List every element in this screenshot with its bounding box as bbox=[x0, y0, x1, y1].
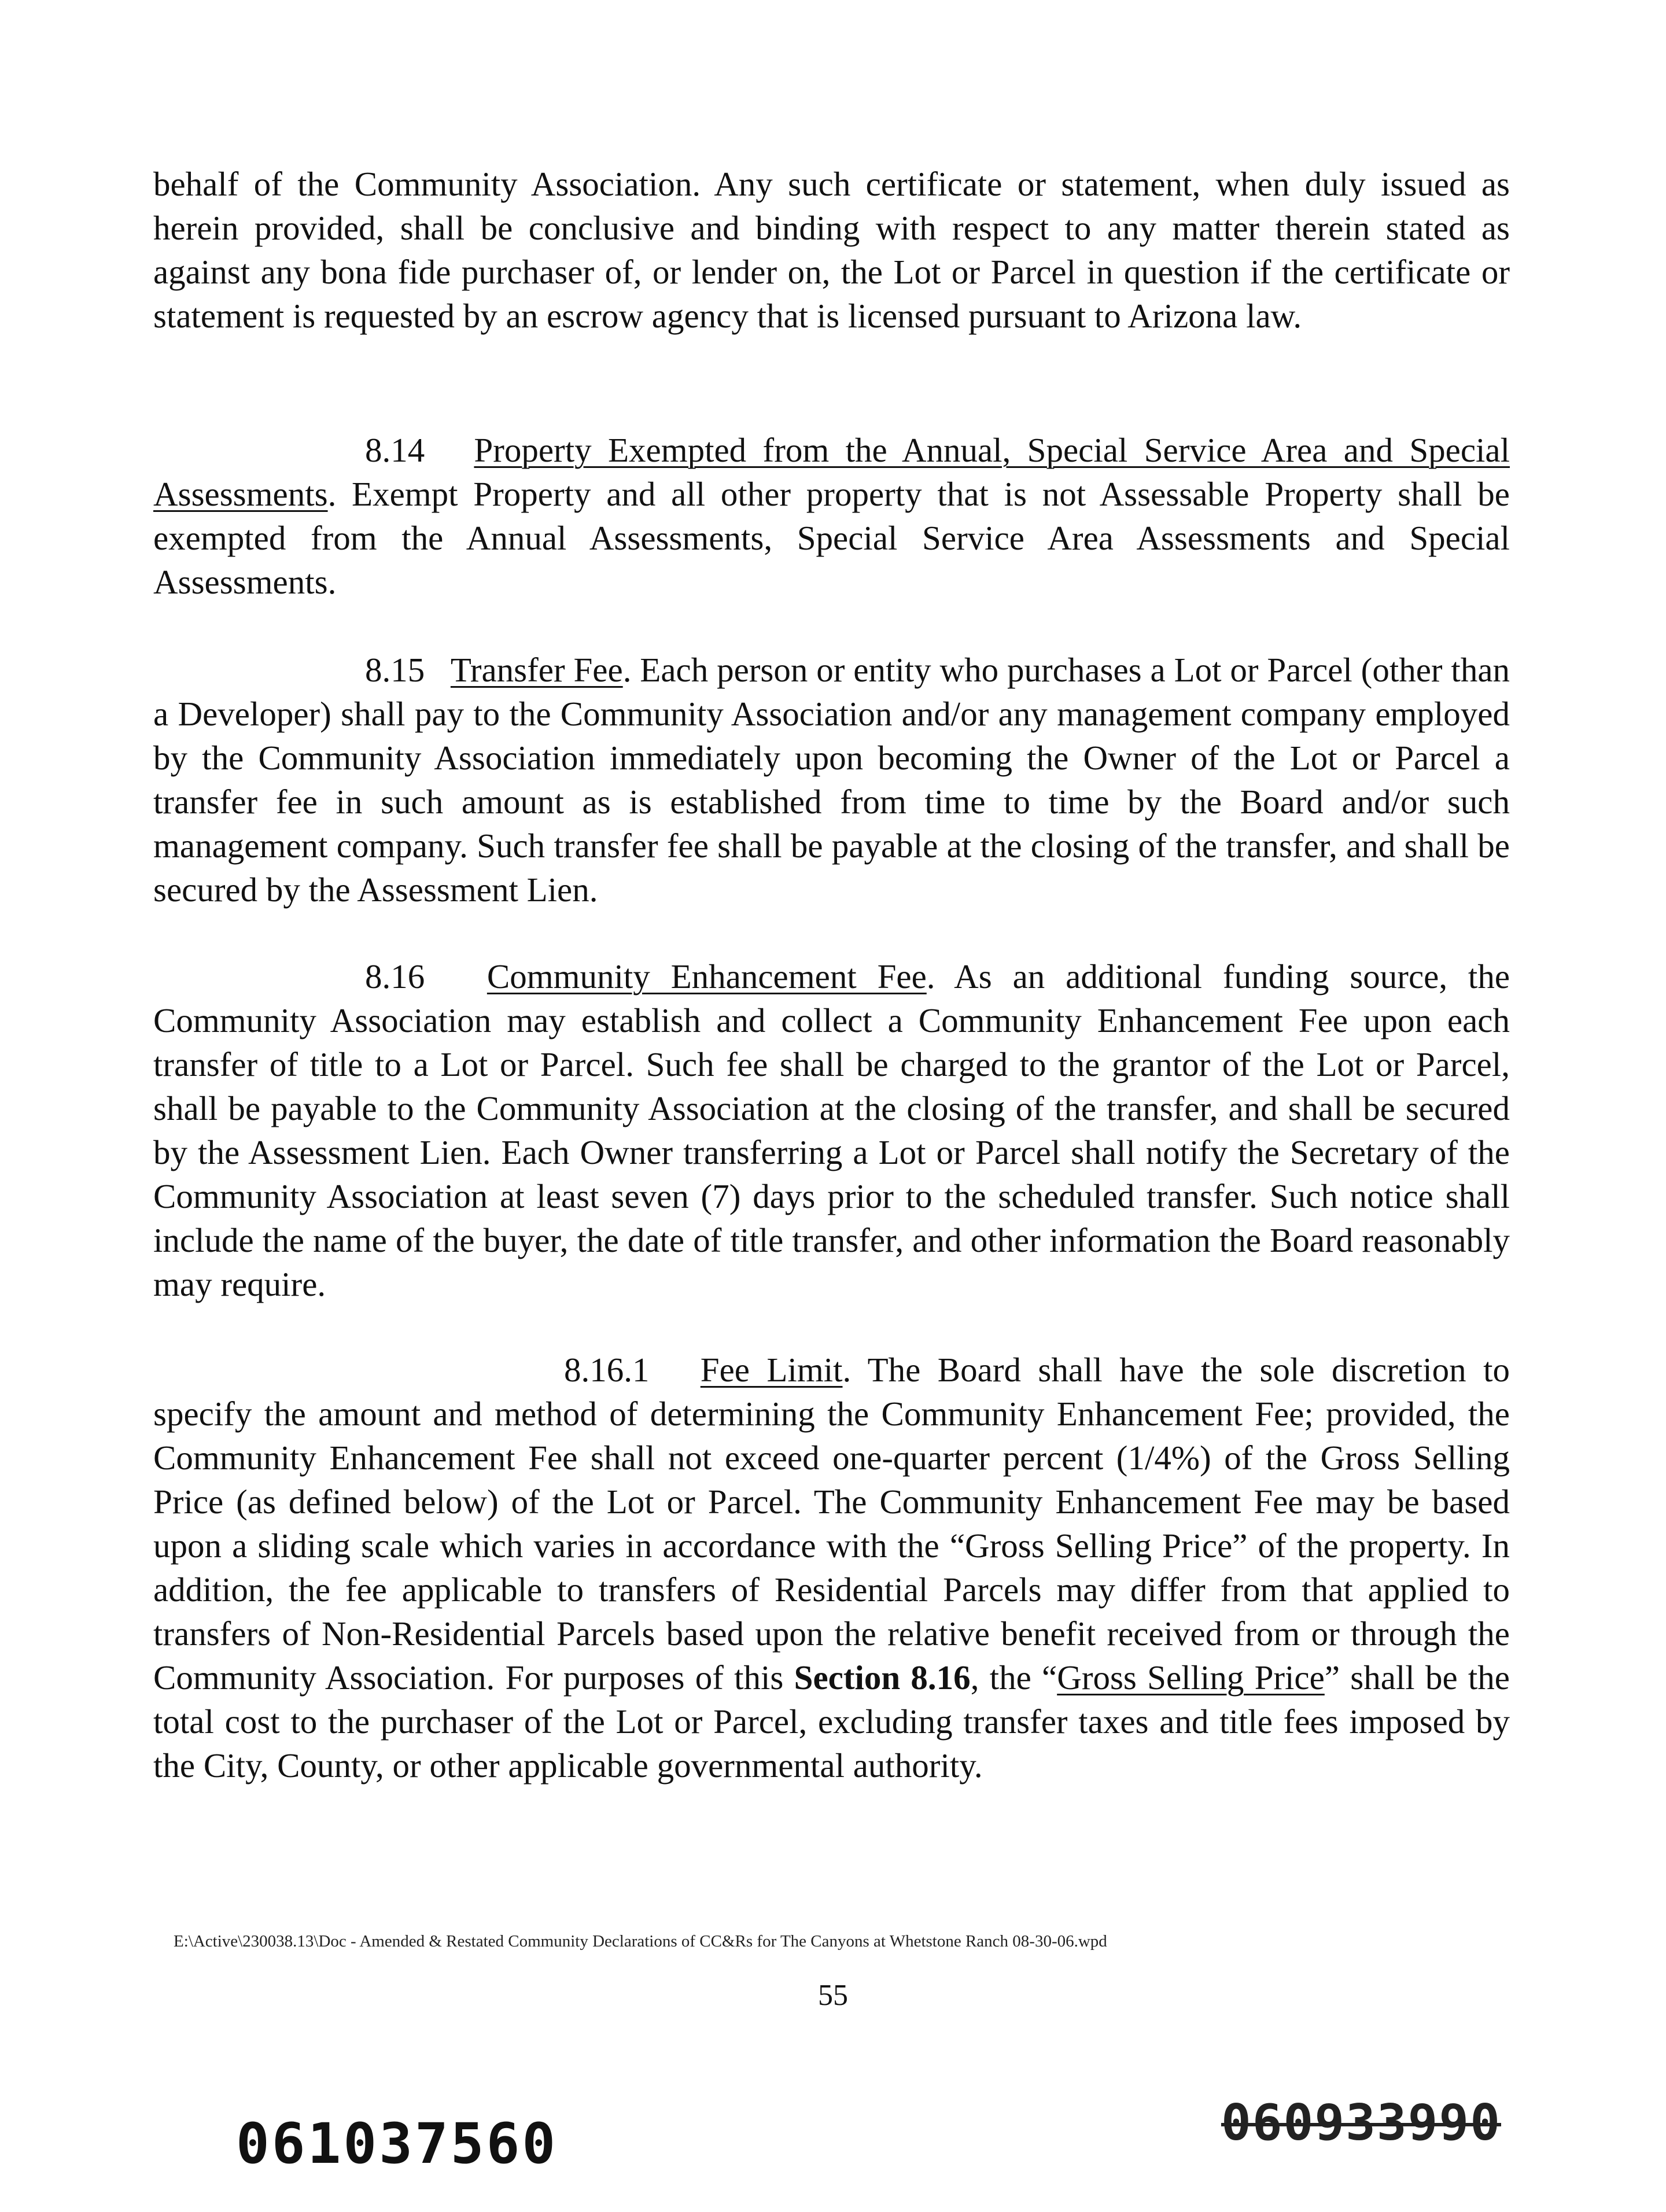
struck-document-number: 060933990 bbox=[1221, 2094, 1501, 2152]
section-number: 8.16.1 bbox=[564, 1351, 650, 1389]
section-text: . The Board shall have the sole discretion to specify the amount and method of determining the Community Enhancement Fee; provided, the Community Enhancement Fee shall not exceed one-quarter percent (1/4%) of the Gross Selling Price (as defined below) of the Lot or Parcel. The Community Enhancement Fee may be based upon a sliding scale which varies in accordance with the “Gross Selling Price” of the property. In addition, the fee applicable to transfers of Residential Parcels may differ from that applied to transfers of Non-Residential Parcels based upon the relative benefit received from or through the Community Association. For purposes of this bbox=[153, 1351, 1510, 1697]
section-text: , the “ bbox=[970, 1658, 1057, 1697]
section-8-15 bbox=[153, 648, 1510, 912]
paragraph-continuation bbox=[153, 162, 1510, 338]
section-8-16 bbox=[153, 954, 1510, 1306]
footer-file-path: E:\Active\230038.13\Doc - Amended & Restated Community Declarations of CC&Rs for The Canyons at Whetstone Ranch 08-30-06.wpd bbox=[174, 1932, 1107, 1951]
section-number: 8.16 bbox=[365, 957, 425, 996]
document-number-stamp: 061037560 bbox=[236, 2111, 558, 2176]
section-8-14 bbox=[153, 428, 1510, 604]
page-number: 55 bbox=[818, 1979, 848, 2012]
defined-term: Gross Selling Price bbox=[1057, 1658, 1325, 1697]
section-heading: Transfer Fee bbox=[450, 651, 623, 689]
section-heading: Property Exempted from the Annual, Special Service Area and Special Assessments bbox=[153, 431, 1510, 513]
section-text: . As an additional funding source, the Community Association may establish and collect a Community Enhancement Fee upon each transfer of title to a Lot or Parcel. Such fee shall be charged to the grantor of the Lot or Parcel, shall be payable to the Community Association at the closing of the transfer, and shall be secured by the Assessment Lien. Each Owner transferring a Lot or Parcel shall notify the Secretary of the Community Association at least seven (7) days prior to the scheduled transfer. Such notice shall include the name of the buyer, the date of title transfer, and other information the Board reasonably may require. bbox=[153, 957, 1510, 1303]
section-number: 8.14 bbox=[365, 431, 425, 469]
section-text: ” shall be the total cost to the purchaser of the Lot or Parcel, excluding transfer taxes and title fees imposed by the City, County, or other applicable governmental authority. bbox=[153, 1658, 1510, 1785]
section-text: . Each person or entity who purchases a Lot or Parcel (other than a Developer) shall pay to the Community Association and/or any management company employed by the Community Association immediately upon becoming the Owner of the Lot or Parcel a transfer fee in such amount as is established from time to time by the Board and/or such management company. Such transfer fee shall be payable at the closing of the transfer, and shall be secured by the Assessment Lien. bbox=[153, 651, 1510, 909]
paragraph-text: behalf of the Community Association. Any such certificate or statement, when duly issued as herein provided, shall be conclusive and binding with respect to any matter therein stated as against any bona fide purchaser of, or lender on, the Lot or Parcel in question if the certificate or statement is requested by an escrow agency that is licensed pursuant to Arizona law. bbox=[153, 165, 1510, 335]
section-reference: Section 8.16 bbox=[794, 1658, 971, 1697]
section-heading: Community Enhancement Fee bbox=[486, 957, 927, 996]
section-number: 8.15 bbox=[365, 651, 425, 689]
section-text: . Exempt Property and all other property that is not Assessable Property shall be exempted from the Annual Assessments, Special Service Area Assessments and Special Assessments. bbox=[153, 475, 1510, 601]
section-heading: Fee Limit bbox=[700, 1351, 843, 1389]
section-8-16-1 bbox=[153, 1348, 1510, 1787]
